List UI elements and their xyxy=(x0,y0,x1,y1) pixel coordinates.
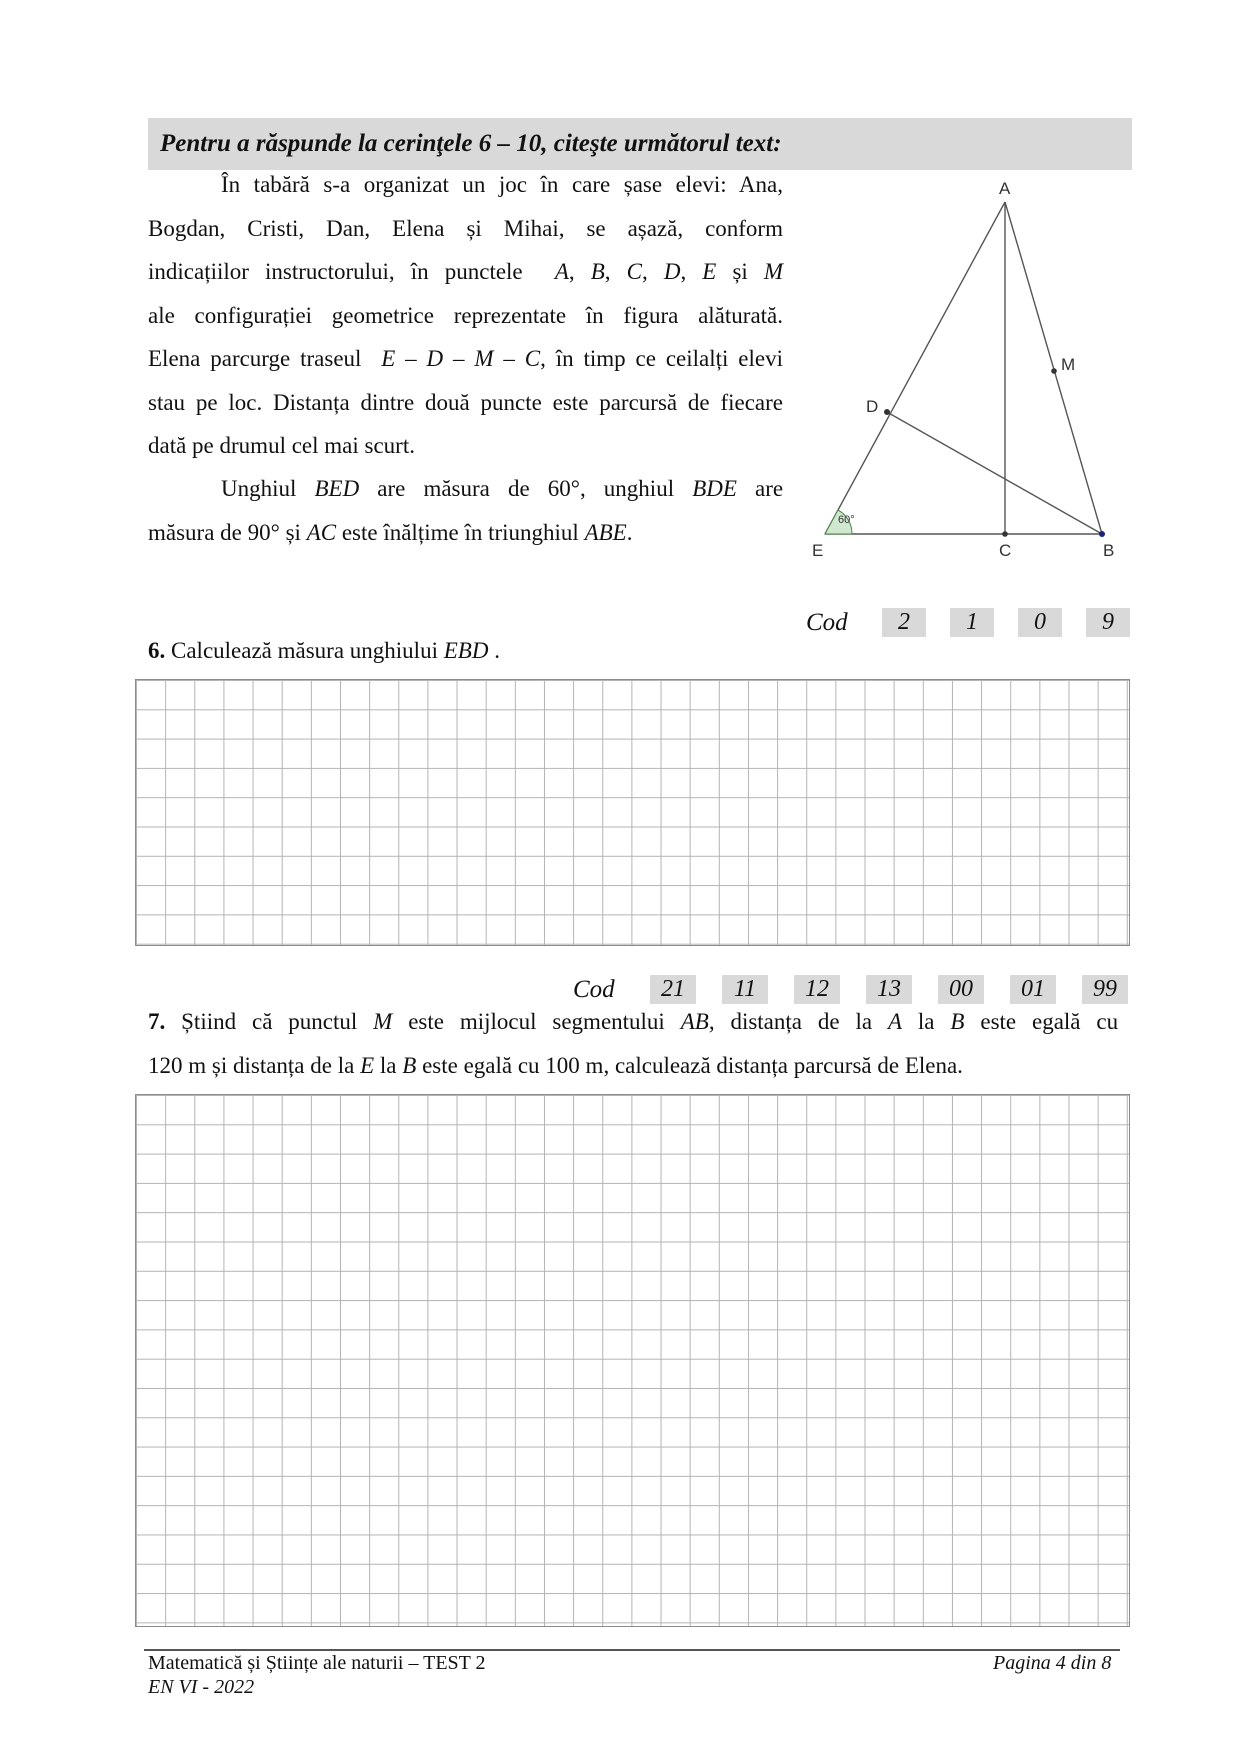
question-text: , calculează distanța parcursă de Elena. xyxy=(603,1053,963,1078)
cod-box: 2 xyxy=(882,608,926,637)
point-label: M xyxy=(763,259,784,284)
point-M xyxy=(1051,368,1057,374)
angle-value: 60° xyxy=(547,476,580,501)
segment-EA xyxy=(825,202,1005,534)
question-text: . xyxy=(494,638,500,663)
question-number: 7. xyxy=(148,1009,166,1034)
cod-box: 11 xyxy=(722,975,768,1004)
section-header: Pentru a răspunde la cerinţele 6 – 10, citeşte următorul text: xyxy=(160,130,782,157)
answer-grid-7[interactable] xyxy=(135,1094,1130,1627)
cod-box: 21 xyxy=(650,975,696,1004)
conditions-text: este înălțime în triunghiul xyxy=(341,519,579,545)
angle-name: BDE xyxy=(692,476,737,501)
footer-subject: Matematică și Științe ale naturii – TEST 2 xyxy=(148,1652,486,1674)
intro-paragraph xyxy=(148,163,783,468)
point-label: A xyxy=(887,1009,903,1034)
intro-text: În tabără s-a organizat un joc în care șase elevi: Ana, xyxy=(221,172,783,197)
label-M: M xyxy=(1061,355,1076,374)
angle-name: BED xyxy=(314,476,360,501)
cod-box: 1 xyxy=(950,608,994,637)
cod-box: 13 xyxy=(866,975,912,1004)
question-text: este egală cu xyxy=(980,1009,1119,1034)
cod-label: Cod xyxy=(806,609,848,636)
question-number: 6. xyxy=(148,638,166,663)
conditions-text: . xyxy=(626,519,633,545)
intro-text: stau pe loc. Distanța dintre două puncte este parcursă de fiecare xyxy=(148,389,783,415)
question-line xyxy=(148,1000,1118,1044)
footer-page: Pagina 4 din 8 xyxy=(993,1652,1112,1674)
point-label: B xyxy=(950,1009,965,1034)
geometry-figure xyxy=(780,180,1140,560)
label-E: E xyxy=(812,541,824,560)
intro-line xyxy=(148,337,783,381)
point-label: D xyxy=(663,259,681,284)
intro-line xyxy=(148,294,783,338)
point-C xyxy=(1002,531,1008,537)
conditions-text: măsura de xyxy=(148,519,242,545)
segment-DB xyxy=(887,412,1102,534)
conditions-line xyxy=(148,467,783,511)
label-C: C xyxy=(999,541,1012,560)
segment-name: AB xyxy=(680,1009,709,1034)
cod-label: Cod xyxy=(573,976,615,1003)
question-text: Știind că punctul xyxy=(181,1009,358,1034)
intro-text: și xyxy=(732,259,748,284)
point-label: E xyxy=(702,259,717,284)
question-text: la xyxy=(379,1053,397,1078)
intro-line: indicațiilor instructorului, în punctele A, B, C, D, E și M xyxy=(148,259,784,284)
segment-name: AC xyxy=(306,519,337,545)
label-A: A xyxy=(999,180,1011,198)
distance-value: 120 m xyxy=(148,1053,207,1078)
answer-grid-6[interactable] xyxy=(135,679,1130,946)
intro-text: dată pe drumul cel mai scurt. xyxy=(148,433,415,458)
route-path: E – D – M – C xyxy=(381,346,541,371)
intro-text: Elena parcurge traseul xyxy=(148,346,362,371)
cod-box: 12 xyxy=(794,975,840,1004)
conditions-line xyxy=(148,511,783,555)
question-text: , distanța de la xyxy=(708,1009,873,1034)
cod-box: 9 xyxy=(1086,608,1130,637)
conditions-text: , unghiul xyxy=(579,476,675,501)
angle-name: EBD xyxy=(443,638,489,663)
angle-value: 90° xyxy=(247,519,280,545)
footer-exam: EN VI - 2022 xyxy=(148,1676,255,1698)
triangle-name: ABE xyxy=(584,519,627,545)
conditions-text: are xyxy=(755,476,784,501)
intro-line xyxy=(148,207,783,251)
question-text: este mijlocul segmentului xyxy=(408,1009,665,1034)
label-D: D xyxy=(866,397,879,416)
intro-line xyxy=(148,424,783,468)
cod-box: 00 xyxy=(938,975,984,1004)
point-B xyxy=(1099,531,1105,537)
cod-box: 01 xyxy=(1010,975,1056,1004)
intro-text: , în timp ce ceilalți elevi xyxy=(540,346,783,371)
intro-text: ale configurației geometrice reprezentate în figura alăturată. xyxy=(148,302,783,328)
label-B: B xyxy=(1103,541,1115,560)
point-label: B xyxy=(402,1053,417,1078)
conditions-text: și xyxy=(285,519,301,545)
cod-box: 99 xyxy=(1082,975,1128,1004)
conditions-text: are măsura de xyxy=(377,476,530,501)
question-6 xyxy=(148,638,500,664)
footer-divider xyxy=(144,1649,1120,1651)
question-line xyxy=(148,1044,1118,1088)
point-label: A xyxy=(554,259,569,284)
point-D xyxy=(884,409,890,415)
question-text: la xyxy=(917,1009,935,1034)
conditions-paragraph xyxy=(148,467,783,554)
segment-AB xyxy=(1005,202,1102,534)
question-text: Calculează măsura unghiului xyxy=(171,638,438,663)
intro-text: indicațiilor instructorului, în punctele xyxy=(148,259,523,284)
point-label: B xyxy=(590,259,605,284)
intro-line xyxy=(148,381,783,425)
intro-line xyxy=(148,163,783,207)
question-7 xyxy=(148,1000,1118,1088)
distance-value: 100 m xyxy=(545,1053,604,1078)
intro-text: Bogdan, Cristi, Dan, Elena și Mihai, se așază, conform xyxy=(148,215,783,241)
question-text: și distanța de la xyxy=(211,1053,355,1078)
question-text: este egală cu xyxy=(422,1053,540,1078)
cod-box: 0 xyxy=(1018,608,1062,637)
conditions-text: Unghiul xyxy=(221,476,297,501)
point-label: M xyxy=(373,1009,393,1034)
point-label: E xyxy=(360,1053,375,1078)
angle-label: 60° xyxy=(838,514,855,526)
point-label: C xyxy=(626,259,642,284)
